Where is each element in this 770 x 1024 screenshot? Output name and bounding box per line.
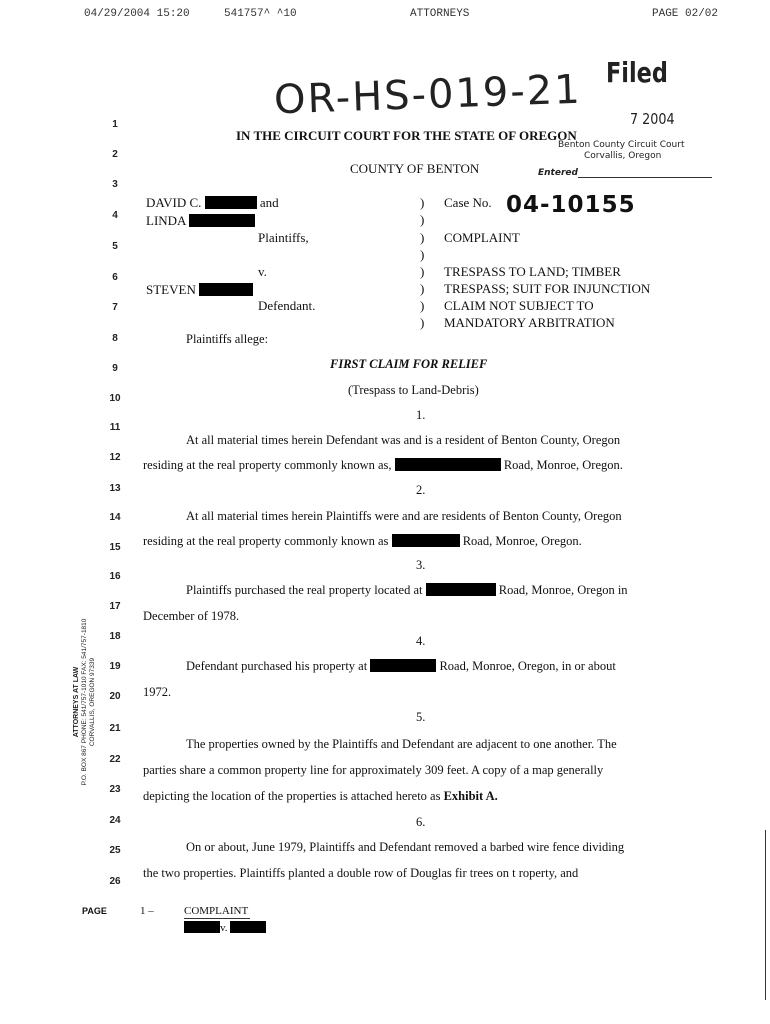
versus: v. (258, 264, 267, 279)
line-number: 12 (109, 452, 121, 463)
exhibit-reference: Exhibit A. (443, 789, 498, 803)
line-number: 3 (112, 179, 118, 190)
paragraph-5-line-1: The properties owned by the Plaintiffs and Defendant are adjacent to one another. The (186, 737, 617, 751)
law-firm-block (60, 620, 110, 810)
line-number: 4 (112, 210, 118, 221)
filed-stamp-date: 7 2004 (630, 110, 675, 128)
paragraph-3-line-2: December of 1978. (143, 609, 240, 623)
paragraph-2-line-1: At all material times herein Plaintiffs were and are residents of Benton County, Oregon (186, 509, 622, 523)
paragraph-4-line-2: 1972. (143, 685, 172, 699)
fax-sender: ATTORNEYS (410, 8, 470, 20)
handwritten-case-number: OR-HS-019-21 (273, 66, 583, 124)
paragraph-number: 5. (416, 710, 426, 724)
filed-stamp-court: Benton County Circuit Court (558, 140, 685, 150)
line-number: 25 (109, 845, 121, 856)
line-number: 23 (109, 784, 121, 795)
plaintiff-2: LINDA (146, 213, 255, 229)
line-number: 1 (112, 119, 118, 130)
line-number: 8 (112, 333, 118, 344)
line-number: 21 (109, 723, 121, 734)
law-firm-city: CORVALLIS, OREGON 97339 (89, 657, 96, 747)
paragraph-number: 1. (416, 408, 426, 422)
claim-title: FIRST CLAIM FOR RELIEF (330, 357, 488, 371)
line-number: 6 (112, 272, 118, 283)
law-firm-contact: P.O. BOX 867 PHONE: 541/757-1010 FAX: 541/757-1810 (81, 618, 88, 786)
line-number: 26 (109, 876, 121, 887)
redaction-bar (230, 921, 266, 933)
filed-stamp-entered: Entered (538, 168, 578, 178)
paragraph-1-line-1: At all material times herein Defendant was and is a resident of Benton County, Oregon (186, 433, 621, 447)
case-number-label: Case No. (444, 195, 492, 210)
line-number: 19 (109, 661, 121, 672)
line-number: 16 (109, 571, 121, 582)
line-number: 18 (109, 631, 121, 642)
paragraph-number: 6. (416, 815, 426, 829)
plaintiffs-label: Plaintiffs, (258, 230, 309, 245)
paragraph-number: 3. (416, 558, 426, 572)
footer-page-label: PAGE (82, 906, 107, 916)
filed-stamp-label: Filed (606, 56, 668, 89)
plaintiff-1: DAVID C. and (146, 195, 279, 210)
defendant-label: Defendant. (258, 298, 316, 313)
filed-stamp-city: Corvallis, Oregon (584, 151, 662, 161)
redaction-bar (205, 196, 257, 209)
defendant-name: STEVEN (146, 282, 253, 298)
redaction-bar (184, 921, 220, 933)
redaction-bar (189, 214, 255, 227)
line-number: 10 (109, 393, 121, 404)
line-number: 14 (109, 512, 121, 523)
law-firm-title: ATTORNEYS AT LAW (73, 666, 80, 738)
case-number: 04-10155 (506, 192, 636, 218)
allegation-intro: Plaintiffs allege: (186, 332, 269, 346)
paragraph-6-line-2: the two properties. Plaintiffs planted a double row of Douglas fir trees on t roperty, and (143, 866, 579, 880)
line-number: 24 (109, 815, 121, 826)
footer-parties: v. (184, 921, 266, 934)
claim-line-2: TRESPASS; SUIT FOR INJUNCTION (444, 281, 651, 296)
court-heading: IN THE CIRCUIT COURT FOR THE STATE OF OREGON (236, 128, 577, 143)
claim-line-3: CLAIM NOT SUBJECT TO (444, 298, 594, 313)
fax-page: PAGE 02/02 (652, 8, 719, 20)
footer-doc-title: COMPLAINT (184, 905, 249, 917)
claim-subtitle: (Trespass to Land-Debris) (348, 383, 479, 397)
paragraph-6-line-1: On or about, June 1979, Plaintiffs and Defendant removed a barbed wire fence dividing (186, 840, 625, 854)
line-number: 17 (109, 601, 121, 612)
paragraph-number: 4. (416, 634, 426, 648)
paragraph-2-line-2: residing at the real property commonly known as Road, Monroe, Oregon. (143, 534, 582, 548)
paragraph-3-line-1: Plaintiffs purchased the real property located at Road, Monroe, Oregon in (186, 583, 628, 597)
redaction-bar (370, 659, 436, 672)
line-number: 9 (112, 363, 118, 374)
entered-underline (578, 177, 712, 178)
footer-page-number: 1 – (140, 905, 154, 917)
line-number: 13 (109, 483, 121, 494)
redaction-bar (392, 534, 460, 547)
line-number: 20 (109, 691, 121, 702)
claim-line-4: MANDATORY ARBITRATION (444, 315, 615, 330)
county-heading: COUNTY OF BENTON (350, 161, 480, 176)
redaction-bar (199, 283, 253, 296)
line-number: 7 (112, 302, 118, 313)
paragraph-1-line-2: residing at the real property commonly known as, Road, Monroe, Oregon. (143, 458, 623, 472)
line-number: 15 (109, 542, 121, 553)
document-title: COMPLAINT (444, 230, 520, 245)
paragraph-5-line-2: parties share a common property line for approximately 309 feet. A copy of a map generally (143, 763, 604, 777)
line-number: 2 (112, 149, 118, 160)
line-number: 22 (109, 754, 121, 765)
fax-datetime: 04/29/2004 15:20 (84, 8, 190, 20)
scan-edge-line (765, 830, 766, 1000)
paragraph-4-line-1: Defendant purchased his property at Road, Monroe, Oregon, in or about (186, 659, 616, 673)
paragraph-5-line-3: depicting the location of the properties is attached hereto as Exhibit A. (143, 789, 498, 803)
footer-underline (184, 918, 250, 919)
redaction-bar (426, 583, 496, 596)
fax-number: 541757^ ^10 (224, 8, 297, 20)
line-number: 11 (109, 422, 121, 433)
claim-line-1: TRESPASS TO LAND; TIMBER (444, 264, 621, 279)
redaction-bar (395, 458, 501, 471)
paragraph-number: 2. (416, 483, 426, 497)
line-number: 5 (112, 241, 118, 252)
